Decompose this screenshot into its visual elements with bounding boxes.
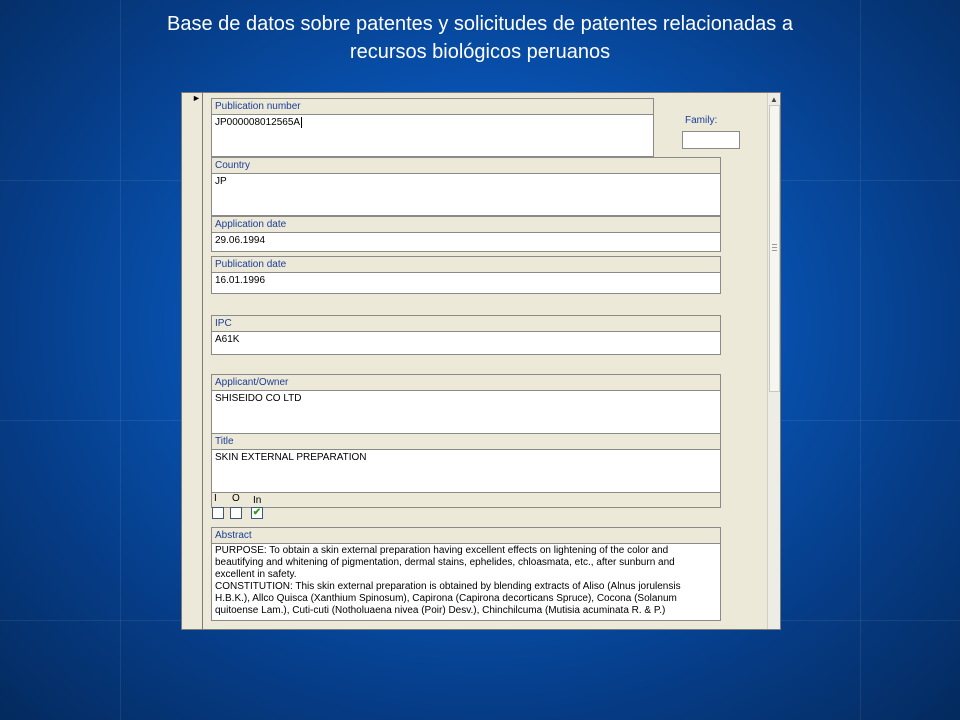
title-field (211, 433, 721, 493)
checkbox-labels-bar (211, 492, 721, 508)
application-date-input[interactable]: 29.06.1994 (211, 232, 721, 252)
checkbox-label-i: I (214, 493, 217, 504)
publication-date-field (211, 256, 721, 294)
abstract-line: H.B.K.), Allco Quisca (Xanthium Spinosum), Capirona (Capirona decorticans Spruce), Cocona (Solanum (215, 593, 677, 604)
checkmark-icon: ✔ (252, 507, 262, 518)
family-label: Family: (685, 115, 718, 126)
scroll-up-arrow-icon[interactable]: ▲ (770, 95, 778, 104)
ipc-input[interactable]: A61K (211, 331, 721, 355)
text-caret (301, 117, 302, 128)
publication-date-input[interactable]: 16.01.1996 (211, 272, 721, 294)
abstract-line: excellent in safety. (215, 569, 297, 580)
form-area (203, 93, 766, 629)
checkbox-o[interactable] (230, 507, 242, 519)
ipc-label: IPC (211, 315, 721, 331)
abstract-line: beautifying and whitening of pigmentation, dermal stains, ephelides, chloasmata, etc., after sunburn and (215, 557, 675, 568)
publication-date-label: Publication date (211, 256, 721, 272)
publication-number-field (211, 98, 654, 157)
application-date-label: Application date (211, 216, 721, 232)
abstract-line: quitoense Lam.), Cuti-cuti (Notholuaena nivea (Poir) Desv.), Chinchilcuma (Mutisia acuminata R. & P.) (215, 605, 666, 616)
application-date-field (211, 216, 721, 252)
applicant-input[interactable]: SHISEIDO CO LTD (211, 390, 721, 434)
abstract-line: CONSTITUTION: This skin external preparation is obtained by blending extracts of Aliso (Alnus jorulensis (215, 581, 681, 592)
applicant-label: Applicant/Owner (211, 374, 721, 390)
title-input[interactable]: SKIN EXTERNAL PREPARATION (211, 449, 721, 493)
country-field (211, 157, 721, 216)
applicant-field (211, 374, 721, 434)
checkbox-i[interactable] (212, 507, 224, 519)
slide-title (60, 10, 900, 66)
background-line (120, 0, 121, 720)
scroll-grip-icon (772, 244, 777, 252)
checkbox-label-o: O (232, 493, 240, 504)
ipc-field (211, 315, 721, 355)
record-selector[interactable] (182, 93, 203, 629)
publication-number-input[interactable] (211, 114, 654, 157)
abstract-input[interactable] (211, 543, 721, 621)
country-input[interactable]: JP (211, 173, 721, 216)
family-input[interactable] (682, 131, 740, 149)
scroll-thumb[interactable] (769, 105, 780, 392)
vertical-scrollbar[interactable] (767, 93, 780, 629)
checkbox-in[interactable] (251, 507, 263, 519)
title-label: Title (211, 433, 721, 449)
record-selector-arrow-icon: ► (192, 93, 201, 103)
slide-title-line-2: recursos biológicos peruanos (349, 41, 611, 63)
checkbox-label-in: In (253, 495, 262, 506)
slide-title-line-1: Base de datos sobre patentes y solicitudes de patentes relacionadas a (167, 13, 793, 35)
abstract-label: Abstract (211, 527, 721, 543)
publication-number-value: JP000008012565A (215, 117, 301, 129)
background-line (860, 0, 861, 720)
abstract-field (211, 527, 721, 621)
abstract-line: PURPOSE: To obtain a skin external preparation having excellent effects on lightening of the color and (215, 545, 669, 556)
publication-number-label: Publication number (211, 98, 654, 114)
country-label: Country (211, 157, 721, 173)
database-form-window (181, 92, 781, 630)
